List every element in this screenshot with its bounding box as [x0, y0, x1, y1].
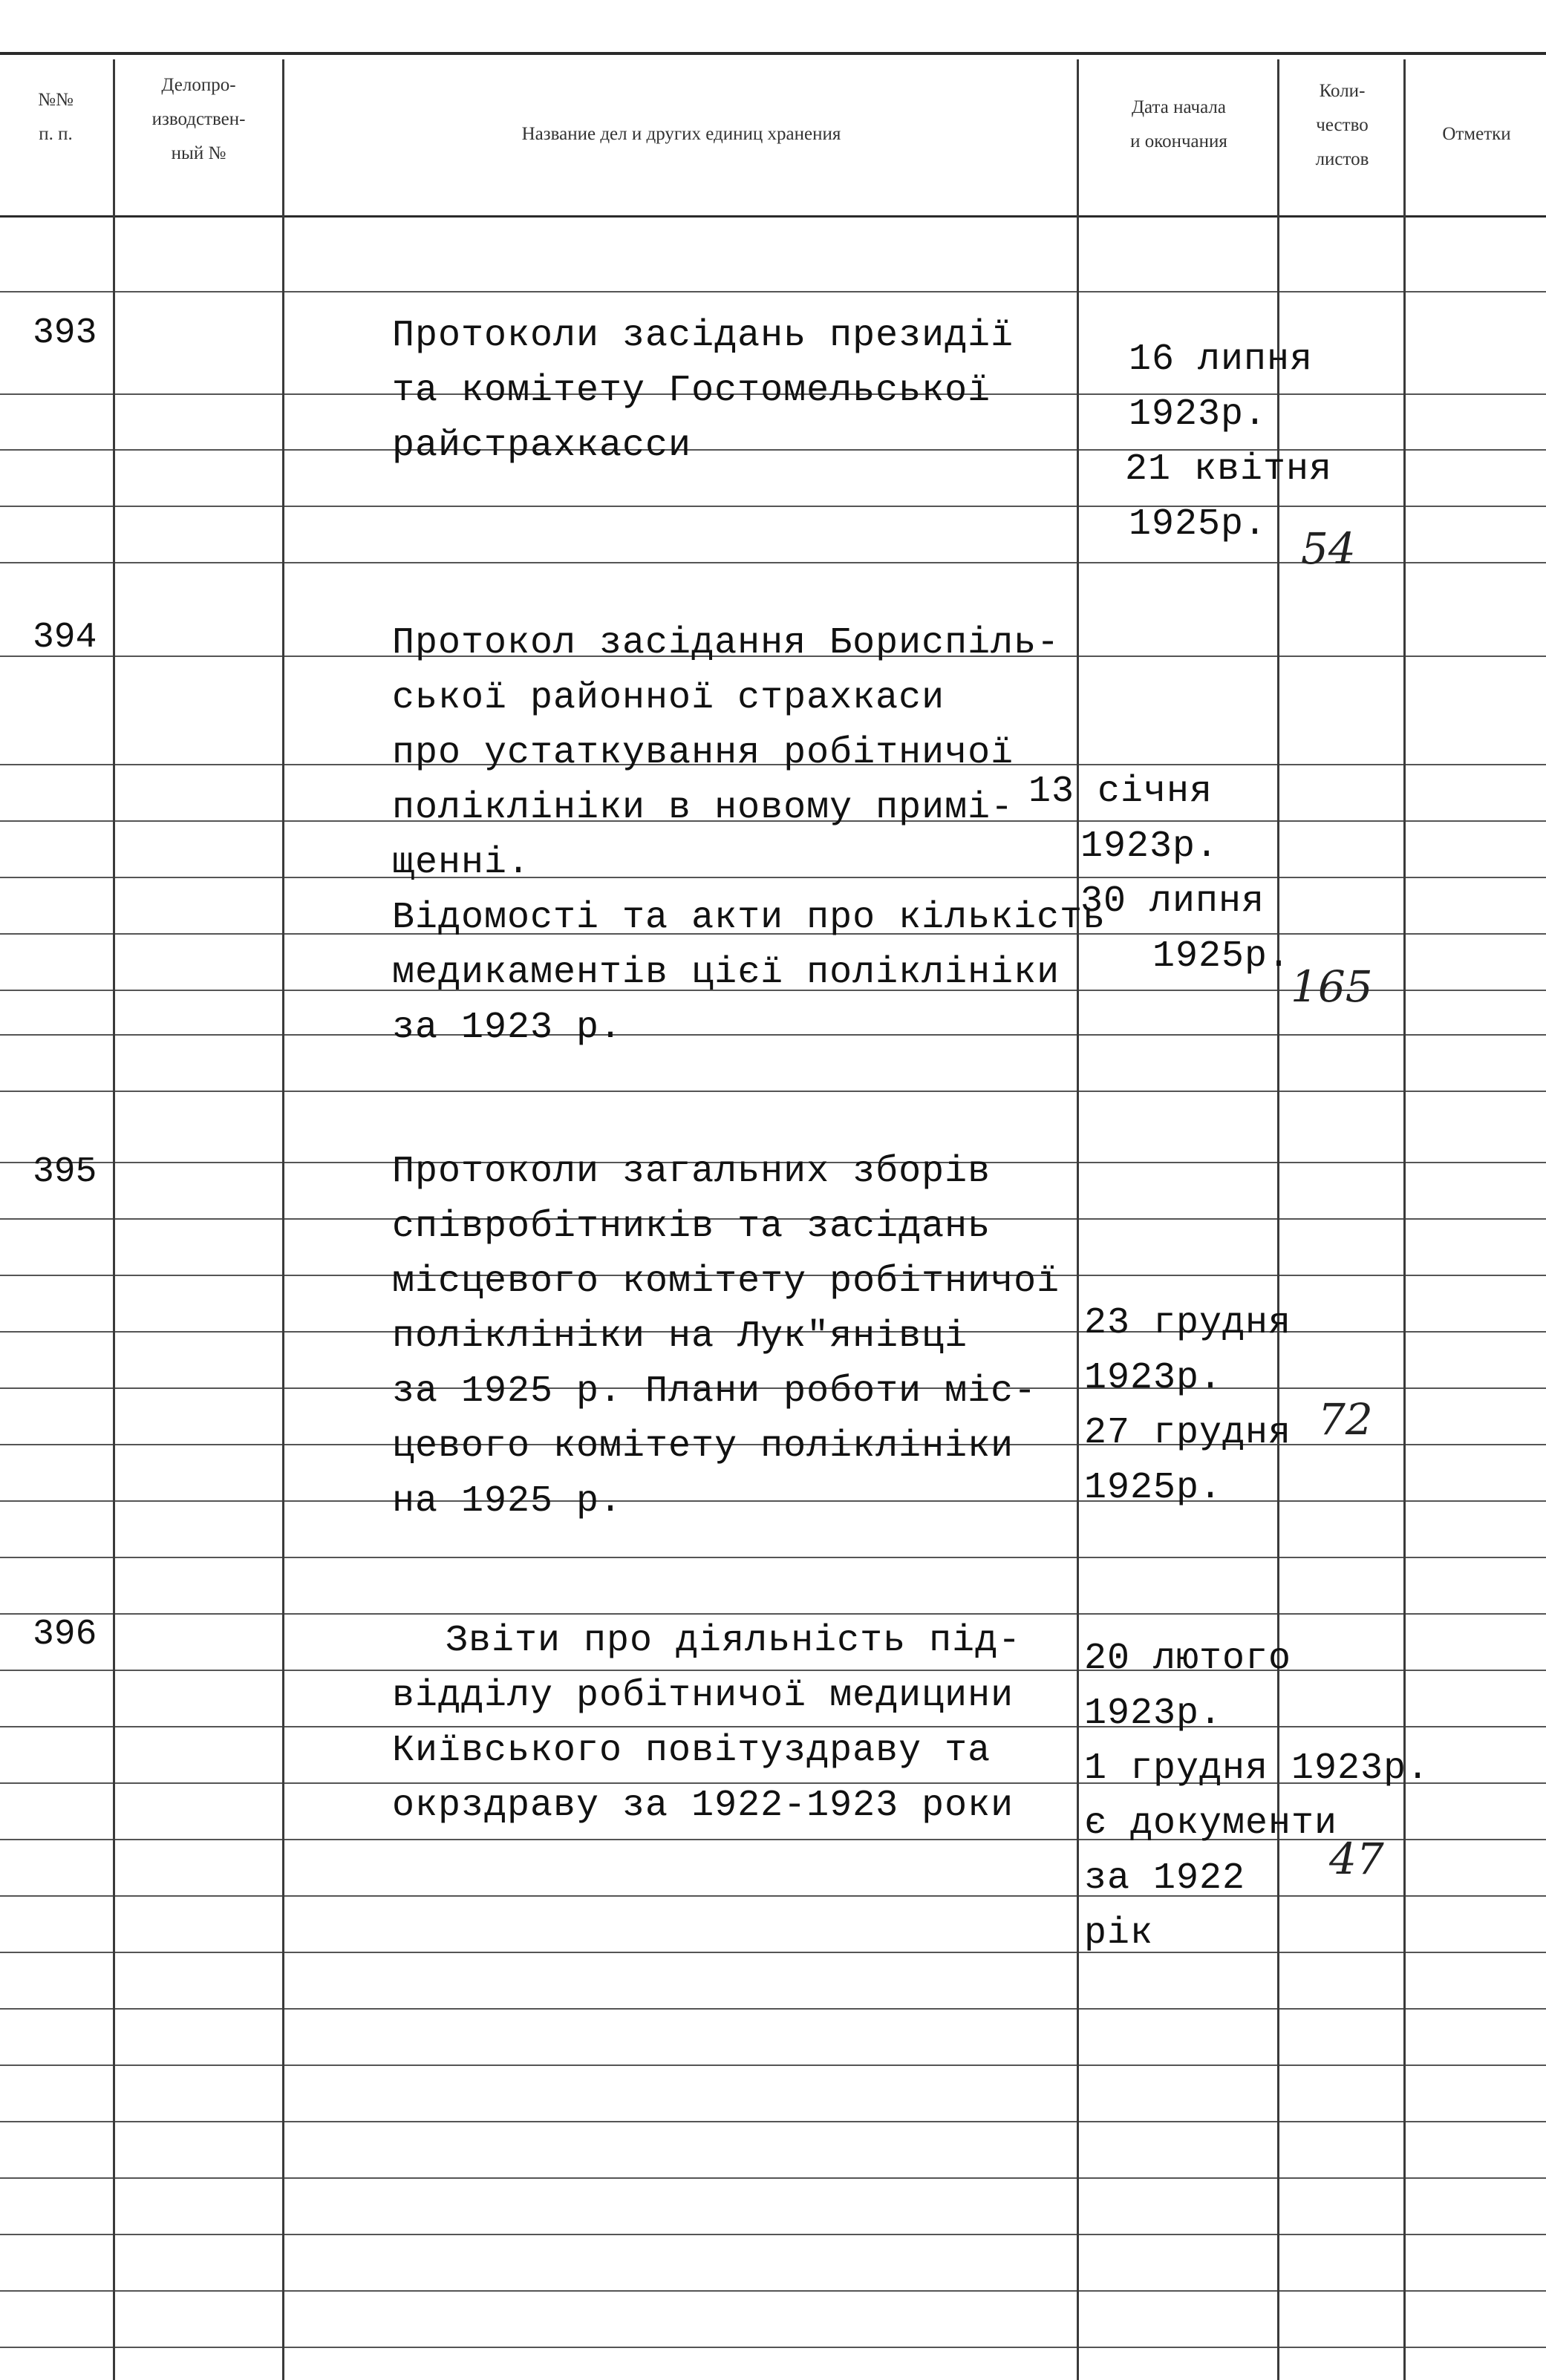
column-rule — [113, 59, 115, 2380]
header-dates: Дата начала и окончания — [1130, 97, 1227, 151]
entry-number: 394 — [33, 618, 97, 658]
entry-title-line: окрздраву за 1922-1923 роки — [392, 1785, 1014, 1827]
row-rule — [0, 1895, 1546, 1897]
entry-date-line: є документи — [1084, 1802, 1338, 1845]
entry-sheet-count: 72 — [1318, 1394, 1373, 1445]
entry-number: 393 — [33, 313, 97, 353]
entry-title-line: Протокол засідання Бориспіль- — [392, 622, 1060, 664]
row-rule — [0, 877, 1546, 878]
entry-date-line: 21 квітня — [1125, 448, 1333, 491]
entry-title-line: Відомості та акти про кількість — [392, 897, 1106, 939]
row-rule — [0, 1034, 1546, 1036]
entry-title-line: Звіти про діяльність під- — [446, 1620, 1022, 1662]
entry-date-line: 20 лютого — [1084, 1638, 1292, 1680]
row-rule — [0, 506, 1546, 507]
column-rule — [1277, 59, 1279, 2380]
row-rule — [0, 1557, 1546, 1558]
column-rule — [1403, 59, 1406, 2380]
entry-date-line: 1 грудня 1923р. — [1084, 1748, 1430, 1790]
entry-title-line: поліклініки на Лук"янівці — [392, 1315, 968, 1358]
header-sheets: Коли- чество листов — [1315, 81, 1369, 169]
entry-date-line: 1923р. — [1129, 393, 1268, 436]
entry-title-line: відділу робітничої медицини — [392, 1675, 1014, 1717]
row-rule — [0, 1952, 1546, 1953]
entry-sheet-count: 165 — [1291, 961, 1373, 1012]
entry-title-line: та комітету Гостомельської — [392, 370, 991, 412]
entry-title-line: Київського повітуздраву та — [392, 1730, 991, 1772]
entry-date-line: 1925р. — [1129, 503, 1268, 546]
header-number: №№ п. п. — [38, 90, 74, 144]
entry-title-line: місцевого комітету робітничої — [392, 1261, 1060, 1303]
row-rule — [0, 2177, 1546, 2179]
entry-date-line: 1925р. — [1084, 1467, 1223, 1509]
entry-date-line: 16 липня — [1129, 339, 1314, 381]
entry-number: 396 — [33, 1615, 97, 1655]
entry-title-line: райстрахкасси — [392, 425, 692, 467]
entry-date-line: 1923р. — [1084, 1693, 1223, 1735]
row-rule — [0, 2290, 1546, 2292]
column-rule — [282, 59, 284, 2380]
entry-title-line: за 1925 р. Плани роботи міс- — [392, 1370, 1037, 1413]
entry-title-line: ської районної страхкаси — [392, 677, 945, 719]
entry-date-line: 1925р. — [1152, 935, 1291, 978]
header-notes: Отметки — [1442, 124, 1511, 144]
entry-title-line: щенні. — [392, 842, 531, 884]
entry-title-line: за 1923 р. — [392, 1007, 623, 1049]
entry-date-line: 27 грудня — [1084, 1412, 1292, 1454]
entry-sheet-count: 54 — [1301, 523, 1356, 574]
entry-date-line: 23 грудня — [1084, 1302, 1292, 1344]
entry-title-line: поліклініки в новому примі- — [392, 787, 1014, 829]
row-rule — [0, 1091, 1546, 1092]
entry-title-line: Протоколи загальних зборів — [392, 1151, 991, 1193]
entry-date-line: 13 січня — [1028, 771, 1213, 813]
header-bottom-rule — [0, 215, 1546, 218]
entry-number: 395 — [33, 1152, 97, 1192]
row-rule — [0, 1500, 1546, 1502]
entry-title-line: Протоколи засідань президії — [392, 315, 1014, 357]
entry-date-line: рік — [1084, 1912, 1154, 1955]
row-rule — [0, 2234, 1546, 2235]
entry-date-line: 1923р. — [1080, 826, 1219, 868]
row-rule — [0, 2008, 1546, 2010]
entry-title-line: на 1925 р. — [392, 1480, 623, 1523]
header-office-number: Делопро- изводствен- ный № — [151, 75, 246, 163]
entry-date-line: 1923р. — [1084, 1357, 1223, 1399]
row-rule — [0, 2064, 1546, 2066]
entry-sheet-count: 47 — [1329, 1834, 1384, 1884]
entry-date-line: 30 липня — [1080, 880, 1265, 923]
entry-title-line: про устаткування робітничої — [392, 732, 1014, 774]
column-rule — [1077, 59, 1079, 2380]
entry-title-line: співробітників та засідань — [392, 1206, 991, 1248]
entry-title-line: цевого комітету поліклініки — [392, 1425, 1014, 1468]
row-rule — [0, 291, 1546, 292]
row-rule — [0, 2121, 1546, 2122]
row-rule — [0, 2347, 1546, 2348]
top-rule — [0, 52, 1546, 55]
entry-title-line: медикаментів цієї поліклініки — [392, 952, 1060, 994]
entry-date-line: за 1922 — [1084, 1857, 1246, 1900]
header-title: Название дел и других единиц хранения — [521, 124, 841, 144]
